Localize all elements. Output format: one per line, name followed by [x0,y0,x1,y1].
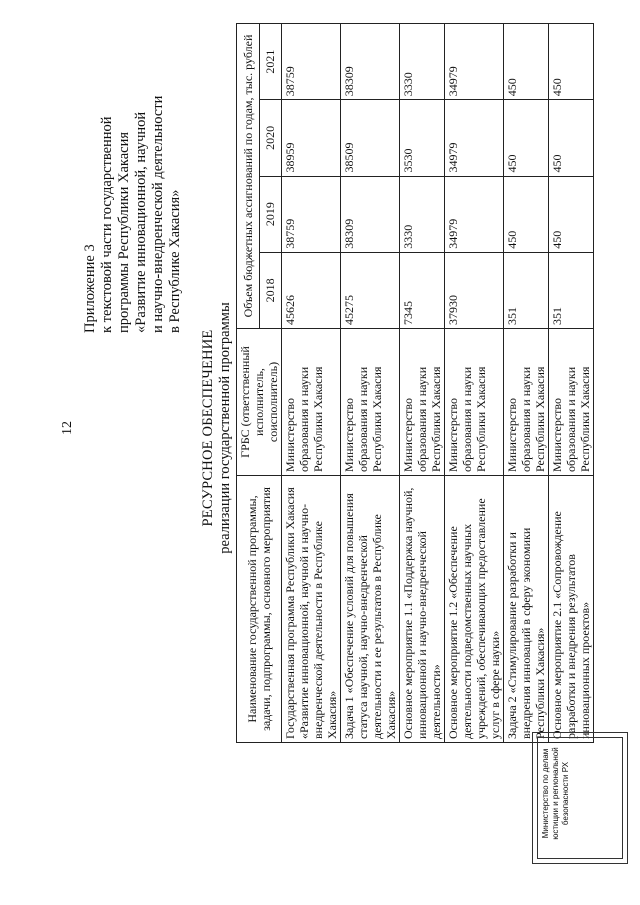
ministry-stamp [532,732,628,864]
row-value: 38759 [282,176,341,252]
table-row [341,24,400,743]
row-value: 3330 [400,176,445,252]
appendix-line: и научно-внедренческой деятельности [150,95,166,333]
row-value: 450 [549,100,594,176]
document-title [200,18,234,838]
title-line-2: реализации государственной программы [217,302,233,554]
table-row [549,24,594,743]
resource-table [236,23,594,743]
row-value: 38309 [341,176,400,252]
row-name: Задача 2 «Стимулирование разработки и внедрения инноваций в сферу экономики Республики Хакасия» [504,476,549,743]
row-grbs: Министерство образования и науки Республики Хакасия [549,329,594,476]
row-name: Основное мероприятие 2.1 «Сопровождение разработки и внедрения результатов инновационных проектов» [549,476,594,743]
row-value: 45626 [282,252,341,328]
row-grbs: Министерство образования и науки Республики Хакасия [445,329,504,476]
row-value: 450 [504,24,549,100]
header-name: Наименование государственной программы, задачи, подпрограммы, основного мероприятия [237,476,282,743]
table-row [445,24,504,743]
header-year: 2019 [259,176,282,252]
row-name: Основное мероприятие 1.1 «Поддержка научной, инновационной и научно-внедренческой деятельности» [400,476,445,743]
title-line-1: РЕСУРСНОЕ ОБЕСПЕЧЕНИЕ [200,329,216,527]
stamp-line: юстиции и региональной [551,747,560,840]
row-value: 450 [549,24,594,100]
row-value: 450 [549,176,594,252]
row-value: 38309 [341,24,400,100]
header-year: 2021 [259,24,282,100]
row-value: 450 [504,176,549,252]
row-value: 45275 [341,252,400,328]
row-value: 351 [504,252,549,328]
header-year: 2018 [259,252,282,328]
stamp-line: Министерство по делам [541,748,550,839]
row-grbs: Министерство образования и науки Республики Хакасия [400,329,445,476]
table-row [282,24,341,743]
row-value: 3330 [400,24,445,100]
row-name: Основное мероприятие 1.2 «Обеспечение деятельности подведомственных научных учреждений, обеспечивающих предоставление услуг в сфере науки» [445,476,504,743]
appendix-line: в Республике Хакасия» [167,189,183,333]
row-name: Задача 1 «Обеспечение условий для повышения статуса научной, научно-внедренческой деятельности и ее результатов в Республике Хакасия» [341,476,400,743]
row-value: 351 [549,252,594,328]
table-row [400,24,445,743]
row-grbs: Министерство образования и науки Республики Хакасия [341,329,400,476]
header-year: 2020 [259,100,282,176]
appendix-line: к текстовой части государственной [99,116,115,333]
appendix-line: программы Республики Хакасия [116,131,132,333]
header-grbs: ГРБС (ответственный исполнитель, соисполнитель) [237,329,282,476]
row-value: 3530 [400,100,445,176]
row-value: 38759 [282,24,341,100]
row-value: 38959 [282,100,341,176]
row-value: 38509 [341,100,400,176]
stamp-text [541,736,571,851]
page-number: 12 [60,421,75,435]
row-value: 34979 [445,24,504,100]
rotated-page [60,18,592,838]
row-value: 7345 [400,252,445,328]
row-value: 34979 [445,176,504,252]
row-grbs: Министерство образования и науки Республики Хакасия [504,329,549,476]
appendix-line: «Развитие инновационной, научной [133,111,149,333]
table-row [504,24,549,743]
row-name: Государственная программа Республики Хакасия «Развитие инновационной, научной и научно-внедренческой деятельности в Республике Хакасия» [282,476,341,743]
row-value: 450 [504,100,549,176]
header-budget: Объем бюджетных ассигнований по годам, тыс. рублей [237,24,260,329]
stamp-line: безопасности РХ [561,761,570,826]
row-grbs: Министерство образования и науки Республики Хакасия [282,329,341,476]
appendix-block [82,33,184,333]
row-value: 34979 [445,100,504,176]
row-value: 37930 [445,252,504,328]
appendix-line: Приложение 3 [82,244,98,333]
